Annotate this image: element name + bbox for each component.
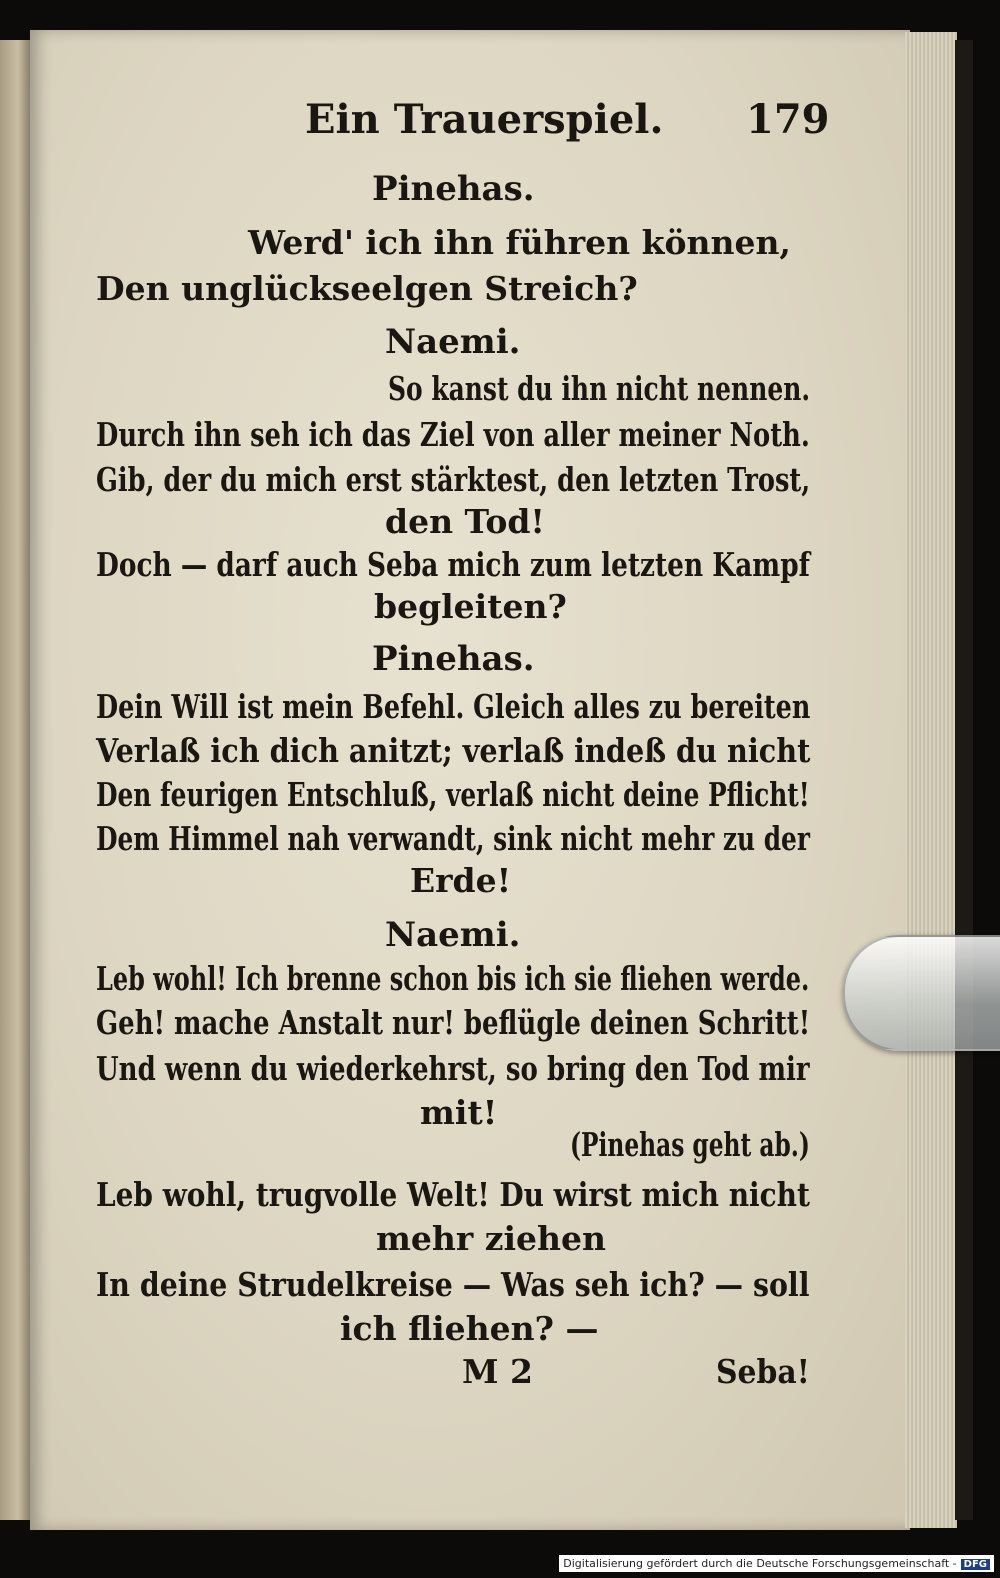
verse-line: Den unglückseelgen Streich? [96,269,638,308]
verse-line: Leb wohl! Ich brenne schon bis ich sie fliehen werde. [96,959,810,998]
verse-line: ich fliehen? — [340,1309,599,1348]
verse-line: Dein Will ist mein Befehl. Gleich alles zu bereiten [96,687,811,726]
verse-line: Den feurigen Entschluß, verlaß nicht deine Pflicht! [96,775,810,814]
verse-line: Durch ihn seh ich das Ziel von aller meiner Noth. [96,415,810,454]
catchword: Seba! [716,1352,810,1391]
verse-line: Und wenn du wiederkehrst, so bring den Tod mir [96,1049,810,1088]
digitization-attribution [559,1555,994,1572]
speaker-name: Naemi. [385,322,521,362]
verse-line: Werd' ich ihn führen können, [248,223,791,262]
verse-line: Doch — darf auch Seba mich zum letzten Kampf [96,545,810,584]
verse-line: mit! [420,1093,498,1132]
running-title: Ein Trauerspiel. [305,96,664,143]
signature-mark: M 2 [462,1352,533,1391]
book-cover-edge [955,40,973,1520]
verse-line: In deine Strudelkreise — Was seh ich? — soll [96,1265,810,1304]
attribution-text: Digitalisierung gefördert durch die Deutsche Forschungsgemeinschaft - [563,1557,957,1570]
verse-line: Erde! [410,861,512,900]
stage-direction: (Pinehas geht ab.) [570,1125,810,1164]
verse-line: Gib, der du mich erst stärktest, den letzten Trost, [96,460,811,499]
speaker-name: Naemi. [385,915,521,955]
verse-line: Geh! mache Anstalt nur! beflügle deinen Schritt! [96,1003,811,1042]
dfg-logo: DFG [961,1559,990,1570]
verse-line: mehr ziehen [376,1219,607,1258]
verse-line: So kanst du ihn nicht nennen. [388,369,811,408]
speaker-name: Pinehas. [372,639,535,679]
facing-page-edge [0,40,30,1520]
verse-line: begleiten? [374,587,567,626]
verse-line: Dem Himmel nah verwandt, sink nicht mehr zu der [96,819,810,858]
speaker-name: Pinehas. [372,169,535,209]
page-clip [843,935,1000,1051]
page-number: 179 [746,96,830,143]
verse-line: Verlaß ich dich anitzt; verlaß indeß du nicht [96,731,811,770]
verse-line: Leb wohl, trugvolle Welt! Du wirst mich nicht [96,1175,810,1214]
page-block-edges [905,32,957,1528]
verse-line: den Tod! [385,502,545,541]
